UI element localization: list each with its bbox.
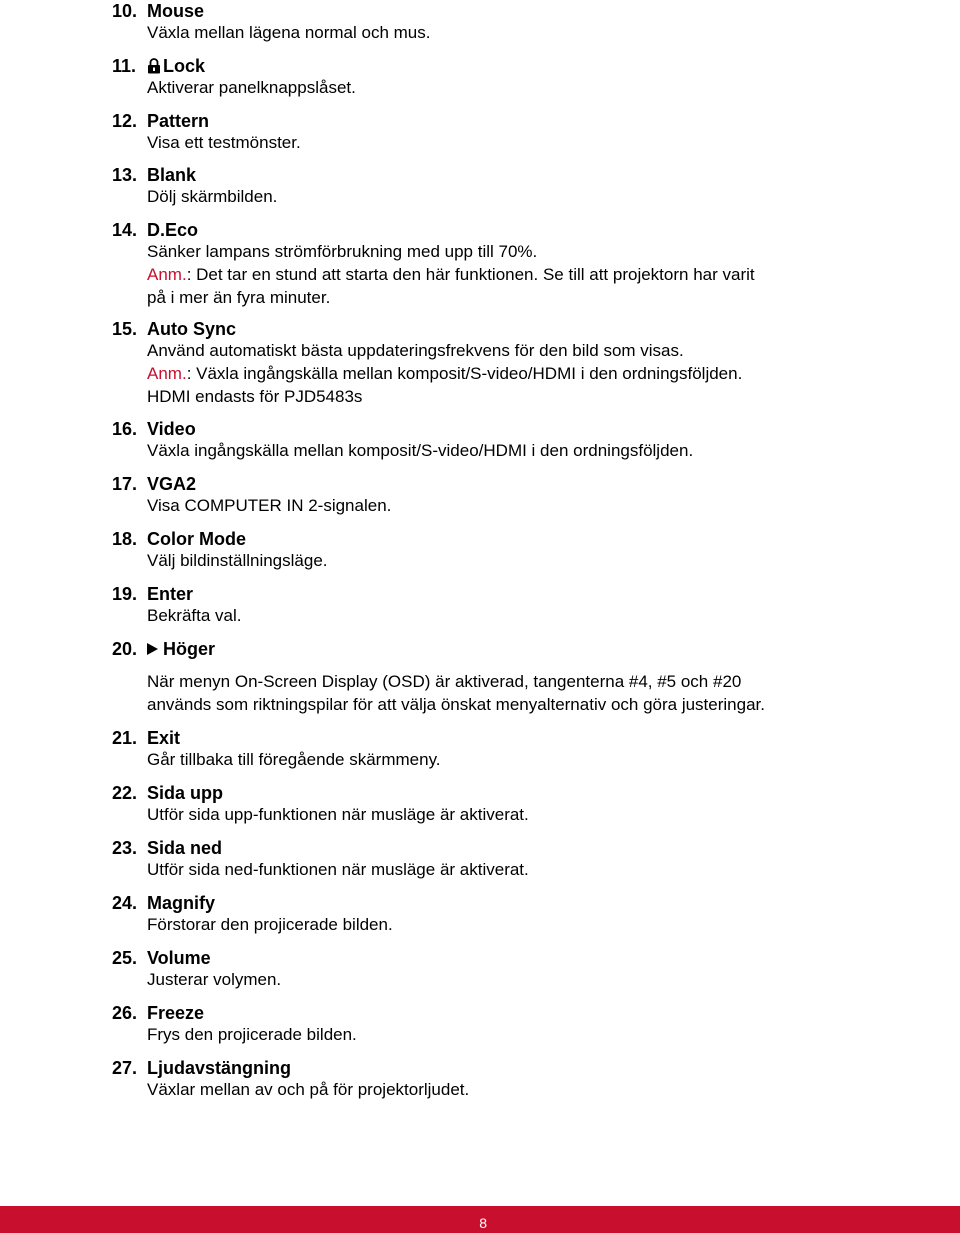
line-text: Förstorar den projicerade bilden. (147, 915, 393, 934)
item-number: 21. (112, 728, 138, 748)
item-number: 10. (112, 1, 138, 21)
item-title-text: Freeze (147, 1003, 205, 1023)
line-text: : Det tar en stund att starta den här funktionen. Se till att projektorn har varit (186, 265, 755, 284)
item-title (147, 110, 209, 132)
line-text: Välj bildinställningsläge. (147, 551, 328, 570)
item-number: 27. (112, 1058, 138, 1078)
line-text: När menyn On-Screen Display (OSD) är aktiverad, tangenterna #4, #5 och #20 (147, 672, 742, 691)
line-text: : Växla ingångskälla mellan komposit/S-video/HDMI i den ordningsföljden. (186, 364, 743, 383)
item-title-text: Auto Sync (147, 319, 237, 339)
lock-icon (147, 57, 161, 79)
line-text: på i mer än fyra minuter. (147, 288, 331, 307)
item-number: 15. (112, 319, 138, 339)
item-number: 12. (112, 111, 138, 131)
note-line (147, 363, 742, 385)
item-number: 24. (112, 893, 138, 913)
item-title (147, 1002, 204, 1024)
item-title (147, 782, 223, 804)
line-text: Justerar volymen. (147, 970, 282, 989)
description-line (147, 1024, 357, 1046)
description-line (147, 77, 356, 99)
item-title-text: Magnify (147, 893, 216, 913)
right-arrow-icon (147, 643, 158, 655)
line-text: Utför sida upp-funktionen när musläge är aktiverat. (147, 805, 529, 824)
description-line (147, 550, 328, 572)
item-title-text: Video (147, 419, 196, 439)
item-title-text: Mouse (147, 1, 205, 21)
item-title-text: Ljudavstängning (147, 1058, 291, 1078)
item-title (147, 1057, 291, 1079)
item-title-text: Sida upp (147, 783, 223, 803)
item-number: 22. (112, 783, 138, 803)
description-line (147, 440, 693, 462)
description-line (147, 859, 529, 881)
line-text: Aktiverar panelknappslåset. (147, 78, 356, 97)
description-line (147, 241, 537, 263)
description-line (147, 186, 277, 208)
description-line (147, 22, 430, 44)
item-number: 13. (112, 165, 138, 185)
description-line (147, 749, 441, 771)
item-title (147, 837, 222, 859)
line-text: Går tillbaka till föregående skärmmeny. (147, 750, 441, 769)
item-title-text: Exit (147, 728, 181, 748)
item-number: 25. (112, 948, 138, 968)
description-line (147, 804, 529, 826)
item-title (147, 55, 205, 79)
note-prefix: Anm. (147, 265, 187, 284)
item-title (147, 318, 236, 340)
item-title (147, 947, 211, 969)
item-number: 26. (112, 1003, 138, 1023)
line-text: Växlar mellan av och på för projektorljudet. (147, 1080, 470, 1099)
line-text: HDMI endasts för PJD5483s (147, 387, 363, 406)
description-line (147, 287, 330, 309)
item-title-text: Blank (147, 165, 197, 185)
page-footer (0, 1206, 960, 1233)
item-title-text: Color Mode (147, 529, 246, 549)
item-title (147, 638, 215, 660)
note-line (147, 264, 755, 286)
item-number: 11. (112, 56, 137, 76)
description-line (147, 969, 281, 991)
line-text: Växla mellan lägena normal och mus. (147, 23, 431, 42)
line-text: Dölj skärmbilden. (147, 187, 278, 206)
item-title (147, 164, 196, 186)
item-title (147, 418, 196, 440)
item-title (147, 0, 204, 22)
description-line (147, 1079, 469, 1101)
item-title-text: Volume (147, 948, 211, 968)
description-line (147, 132, 301, 154)
item-number: 19. (112, 584, 138, 604)
item-title (147, 727, 180, 749)
description-line (147, 495, 391, 517)
item-title (147, 892, 215, 914)
description-line (147, 694, 765, 716)
description-line (147, 386, 362, 408)
description-line (147, 914, 393, 936)
line-text: Växla ingångskälla mellan komposit/S-video/HDMI i den ordningsföljden. (147, 441, 694, 460)
item-title (147, 473, 196, 495)
item-number: 23. (112, 838, 138, 858)
page-number: 8 (479, 1215, 487, 1231)
item-title-text: Sida ned (147, 838, 223, 858)
item-number: 18. (112, 529, 138, 549)
line-text: Sänker lampans strömförbrukning med upp till 70%. (147, 242, 538, 261)
line-text: Utför sida ned-funktionen när musläge är aktiverat. (147, 860, 529, 879)
item-title-text: D.Eco (147, 220, 199, 240)
item-number: 14. (112, 220, 138, 240)
item-title-text: Pattern (147, 111, 210, 131)
description-line (147, 605, 242, 627)
item-title (147, 583, 193, 605)
item-number: 17. (112, 474, 138, 494)
item-title-text: Enter (147, 584, 194, 604)
line-text: Visa ett testmönster. (147, 133, 301, 152)
description-line (147, 671, 741, 693)
line-text: Frys den projicerade bilden. (147, 1025, 357, 1044)
item-title-text: VGA2 (147, 474, 197, 494)
line-text: Använd automatiskt bästa uppdateringsfrekvens för den bild som visas. (147, 341, 684, 360)
item-title (147, 219, 198, 241)
line-text: används som riktningspilar för att välja önskat menyalternativ och göra justeringar. (147, 695, 765, 714)
item-title-text: Höger (163, 639, 216, 659)
note-prefix: Anm. (147, 364, 187, 383)
line-text: Bekräfta val. (147, 606, 242, 625)
description-line (147, 340, 684, 362)
line-text: Visa COMPUTER IN 2-signalen. (147, 496, 392, 515)
item-title-text: Lock (163, 56, 206, 76)
item-number: 16. (112, 419, 138, 439)
item-number: 20. (112, 639, 138, 659)
item-title (147, 528, 246, 550)
